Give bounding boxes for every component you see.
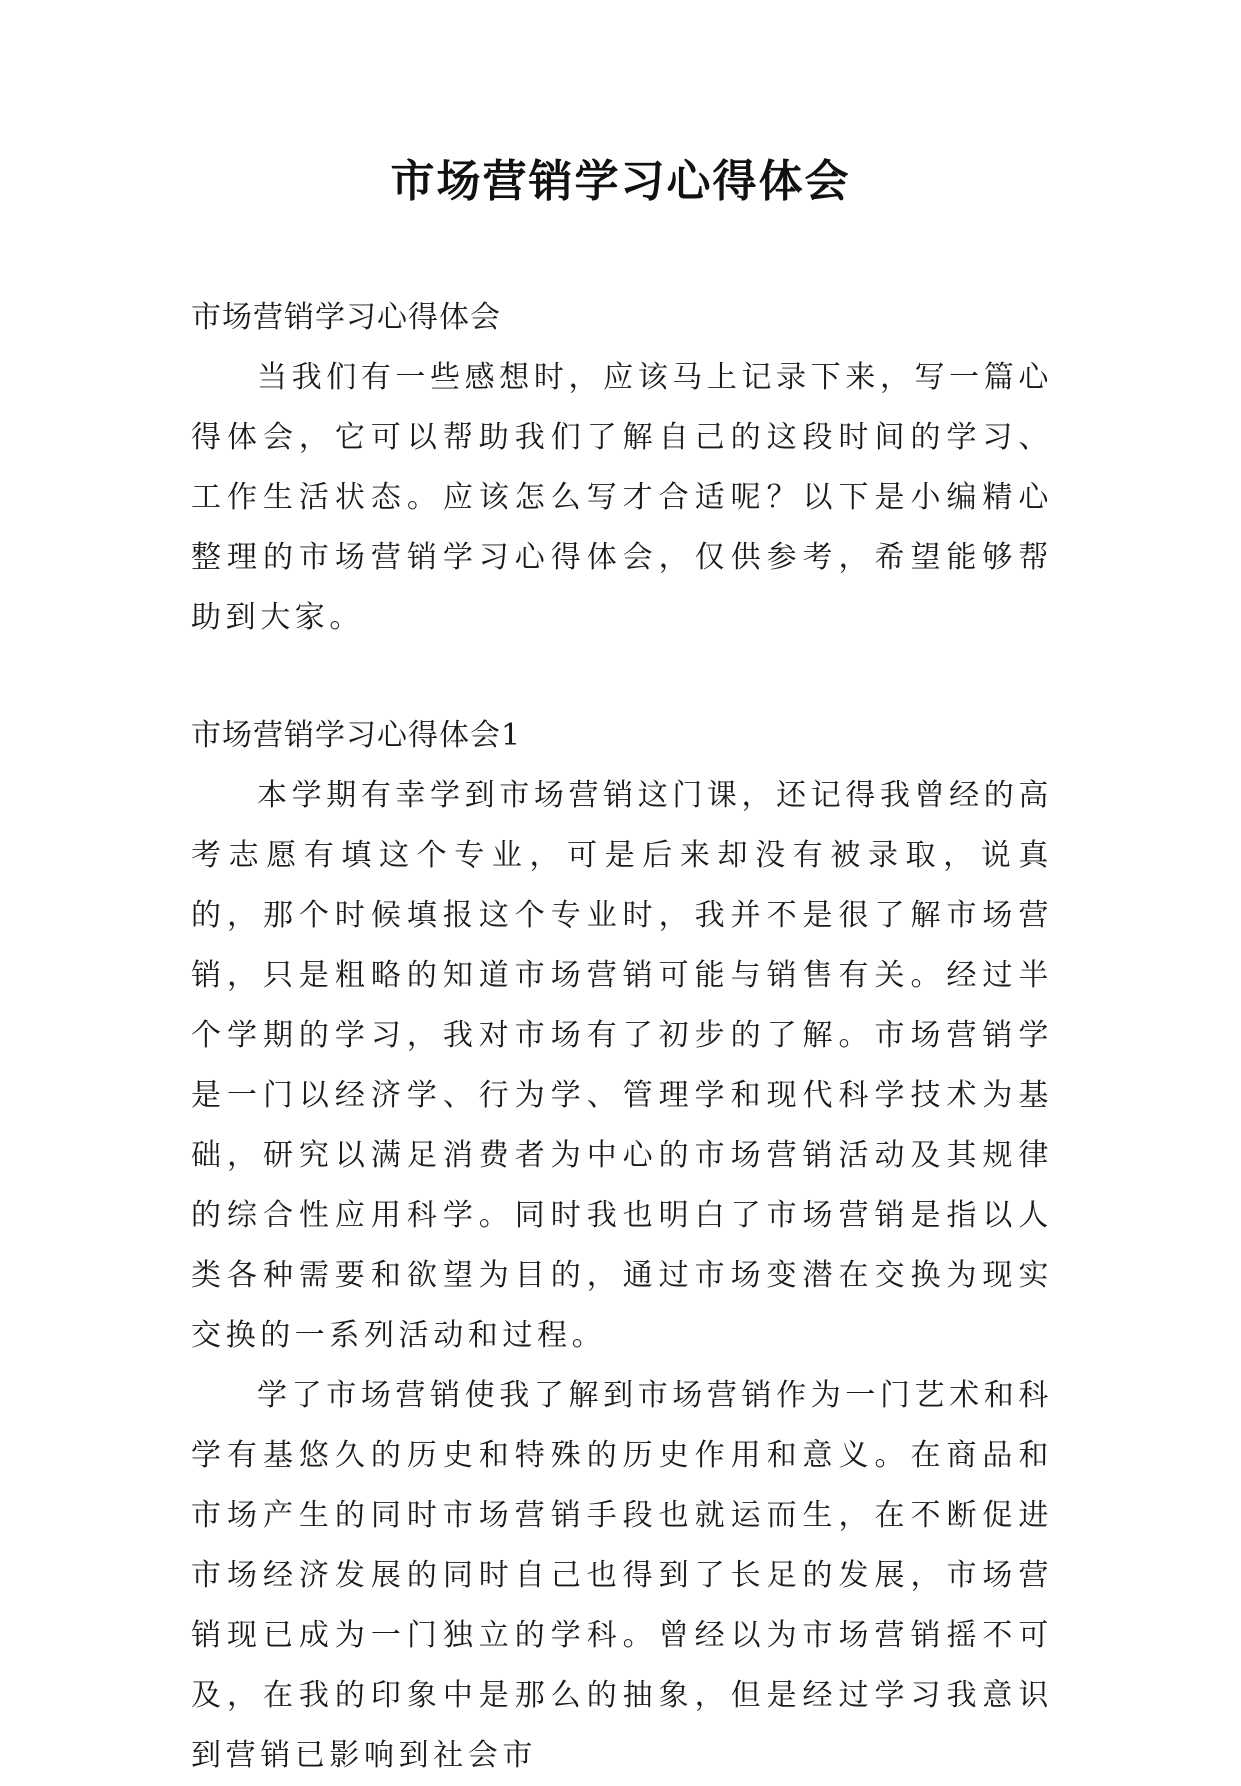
section-spacer <box>191 648 1053 706</box>
body-paragraph: 本学期有幸学到市场营销这门课，还记得我曾经的高考志愿有填这个专业，可是后来却没有被录取，说真的，那个时候填报这个专业时，我并不是很了解市场营销，只是粗略的知道市场营销可能与销售有关。经过半个学期的学习，我对市场有了初步的了解。市场营销学是一门以经济学、行为学、管理学和现代科学技术为基础，研究以满足消费者为中心的市场营销活动及其规律的综合性应用科学。同时我也明白了市场营销是指以人类各种需要和欲望为目的，通过市场变潜在交换为现实交换的一系列活动和过程。 <box>191 778 1053 1353</box>
intro-paragraph: 当我们有一些感想时，应该马上记录下来，写一篇心得体会，它可以帮助我们了解自己的这段时间的学习、工作生活状态。应该怎么写才合适呢？以下是小编精心整理的市场营销学习心得体会，仅供参考，希望能够帮助到大家。 <box>191 360 1053 635</box>
section-heading: 市场营销学习心得体会1 <box>191 718 522 753</box>
body-paragraph: 学了市场营销使我了解到市场营销作为一门艺术和科学有基悠久的历史和特殊的历史作用和意义。在商品和市场产生的同时市场营销手段也就运而生，在不断促进市场经济发展的同时自己也得到了长足的发展，市场营销现已成为一门独立的学科。曾经以为市场营销摇不可及，在我的印象中是那么的抽象，但是经过学习我意识到营销已影响到社会市 <box>191 1378 1053 1773</box>
document-title: 市场营销学习心得体会 <box>390 156 851 207</box>
document-body <box>191 288 1053 1786</box>
document-subtitle: 市场营销学习心得体会 <box>191 300 501 335</box>
